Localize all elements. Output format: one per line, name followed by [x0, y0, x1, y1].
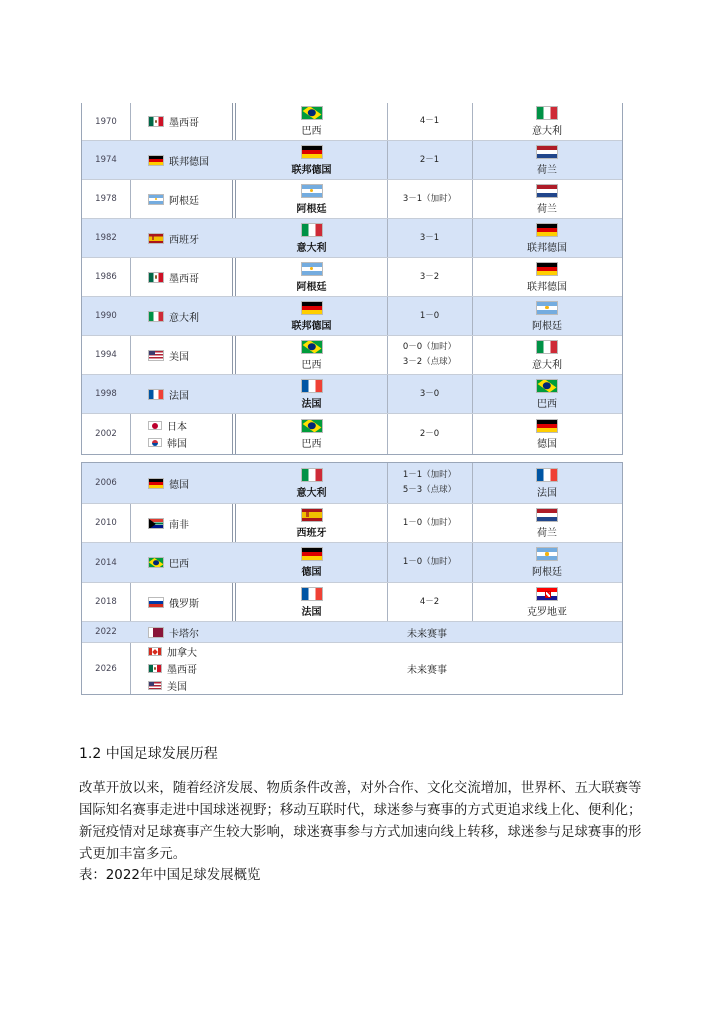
score-text: 0－0（加时） [402, 342, 457, 352]
score-text: 3－2 [419, 271, 440, 282]
runner-up-name: 阿根廷 [532, 320, 562, 332]
champion-name: 巴西 [301, 438, 322, 450]
champion-name: 法国 [301, 606, 322, 618]
host-name: 联邦德国 [169, 156, 209, 168]
host-list [148, 348, 189, 363]
usa-flag-icon [148, 350, 164, 361]
germany-flag-icon [148, 155, 164, 166]
year-cell [82, 103, 130, 140]
year-cell [82, 180, 130, 218]
score-text: 2－0 [419, 428, 440, 439]
runner-up-name: 德国 [537, 438, 557, 450]
champion-cell [236, 219, 387, 257]
score-cell [387, 297, 472, 335]
year-text: 2002 [95, 429, 117, 439]
mexico-flag-icon [148, 664, 162, 673]
argentina-flag-icon [148, 194, 164, 205]
host-line [148, 309, 199, 324]
table-section-2 [81, 462, 623, 695]
host-cell [130, 375, 232, 413]
year-cell [82, 414, 130, 454]
host-list [148, 270, 199, 285]
runner-up-cell [472, 297, 622, 335]
score-text: 4－2 [419, 596, 440, 607]
champion-cell [236, 543, 387, 582]
section-paragraph: 改革开放以来，随着经济发展、物质条件改善，对外合作、文化交流增加，世界杯、五大联赛等国际知名赛事走进中国球迷视野；移动互联时代，球迷参与赛事的方式更追求线上化、便利化；新冠疫情对足球赛事产生较大影响，球迷赛事参与方式加速向线上转移，球迷参与足球赛事的形式更加丰富多元。 [79, 781, 642, 862]
argentina-flag-icon [536, 547, 558, 561]
italy-flag-icon [536, 340, 558, 354]
future-event-text: 未来赛事 [407, 628, 447, 640]
champion-cell [236, 504, 387, 542]
score-text: 1－1（加时） [402, 470, 457, 480]
italy-flag-icon [148, 311, 164, 322]
host-line [148, 661, 197, 676]
host-cell [130, 219, 232, 257]
score-text: 3－1 [419, 232, 440, 243]
table-row [82, 374, 622, 413]
score-text: 4－1 [419, 116, 440, 126]
argentina-flag-icon [301, 184, 323, 198]
host-name: 日本 [167, 422, 187, 433]
france-flag-icon [148, 389, 164, 400]
year-cell [82, 297, 130, 335]
score-text: 5－3（点球） [402, 485, 457, 495]
runner-up-name: 荷兰 [537, 164, 557, 176]
host-line [148, 192, 199, 207]
year-text: 1994 [95, 350, 117, 360]
year-cell [82, 219, 130, 257]
champion-cell [236, 103, 387, 140]
host-name: 墨西哥 [169, 118, 199, 129]
year-text: 1978 [95, 194, 117, 204]
year-cell [82, 643, 130, 694]
host-line [148, 418, 187, 433]
italy-flag-icon [536, 106, 558, 120]
host-cell [130, 543, 232, 582]
score-text: 1－0（加时） [402, 557, 457, 567]
host-cell [130, 103, 232, 140]
usa-flag-icon [148, 681, 162, 690]
host-cell [130, 414, 232, 454]
year-text: 2006 [95, 478, 117, 488]
host-list [148, 387, 189, 402]
table-row [82, 463, 622, 503]
host-name: 卡塔尔 [169, 628, 199, 640]
score-text: 2－1 [419, 154, 440, 165]
host-line [148, 114, 199, 129]
table-row [82, 542, 622, 582]
argentina-flag-icon [301, 262, 323, 276]
host-name: 巴西 [169, 559, 189, 570]
host-line [148, 644, 197, 659]
champion-cell [236, 463, 387, 503]
score-cell [387, 414, 472, 454]
host-line [148, 435, 187, 450]
runner-up-cell [472, 504, 622, 542]
future-event-cell [232, 622, 622, 642]
france-flag-icon [301, 379, 323, 393]
champion-name: 联邦德国 [291, 320, 332, 332]
table-row [82, 335, 622, 374]
host-cell [130, 336, 232, 374]
argentina-flag-icon [536, 301, 558, 315]
score-text: 3－2（点球） [402, 357, 457, 367]
year-cell [82, 258, 130, 296]
netherlands-flag-icon [536, 184, 558, 198]
table-row [82, 621, 622, 642]
runner-up-name: 荷兰 [537, 203, 557, 215]
champion-name: 巴西 [301, 126, 322, 137]
year-cell [82, 463, 130, 503]
table-row [82, 218, 622, 257]
year-text: 1982 [95, 233, 117, 243]
year-text: 2018 [95, 597, 117, 607]
score-text: 3－1（加时） [402, 193, 457, 204]
year-text: 1990 [95, 311, 117, 321]
germany-flag-icon [301, 547, 323, 561]
table-caption: 表：2022年中国足球发展概览 [79, 868, 261, 883]
germany-flag-icon [301, 145, 323, 159]
champion-name: 法国 [301, 398, 322, 410]
runner-up-cell [472, 375, 622, 413]
score-cell [387, 103, 472, 140]
germany-flag-icon [148, 478, 164, 489]
brazil-flag-icon [301, 340, 323, 354]
italy-flag-icon [301, 468, 323, 482]
host-name: 韩国 [167, 439, 187, 450]
table-row [82, 257, 622, 296]
host-line [148, 516, 189, 531]
host-name: 法国 [169, 390, 189, 402]
runner-up-cell [472, 219, 622, 257]
score-cell [387, 375, 472, 413]
spain-flag-icon [148, 233, 164, 244]
host-name: 意大利 [169, 312, 199, 324]
score-cell [387, 258, 472, 296]
germany-flag-icon [536, 223, 558, 237]
italy-flag-icon [301, 223, 323, 237]
netherlands-flag-icon [536, 508, 558, 522]
host-name: 阿根廷 [169, 195, 199, 207]
runner-up-cell [472, 543, 622, 582]
runner-up-name: 阿根廷 [532, 567, 562, 578]
host-line [148, 555, 189, 570]
champion-cell [236, 375, 387, 413]
year-text: 1986 [95, 272, 117, 282]
table-section-1 [81, 103, 623, 455]
year-cell [82, 583, 130, 621]
host-list [148, 192, 199, 207]
runner-up-name: 联邦德国 [527, 281, 567, 293]
host-name: 美国 [167, 682, 187, 693]
host-list [148, 595, 199, 610]
table-row [82, 582, 622, 621]
germany-flag-icon [536, 419, 558, 433]
year-text: 2014 [95, 557, 117, 568]
runner-up-cell [472, 414, 622, 454]
champion-name: 阿根廷 [296, 203, 327, 215]
host-line [148, 348, 189, 363]
host-list [148, 153, 209, 168]
section-heading: 1.2 中国足球发展历程 [79, 746, 218, 762]
host-list [148, 114, 199, 129]
host-line [148, 625, 199, 640]
year-cell [82, 141, 130, 179]
host-name: 南非 [169, 519, 189, 531]
champion-cell [236, 583, 387, 621]
table-row [82, 413, 622, 454]
brazil-flag-icon [148, 557, 164, 568]
mexico-flag-icon [148, 116, 164, 127]
champion-name: 西班牙 [296, 527, 327, 539]
host-line [148, 270, 199, 285]
france-flag-icon [301, 587, 323, 601]
host-list [148, 309, 199, 324]
host-list [148, 555, 189, 570]
runner-up-name: 法国 [537, 487, 557, 499]
spain-flag-icon [301, 508, 323, 522]
runner-up-name: 意大利 [532, 126, 562, 137]
host-name: 俄罗斯 [169, 598, 199, 610]
runner-up-cell [472, 583, 622, 621]
runner-up-cell [472, 336, 622, 374]
host-list [148, 625, 199, 640]
score-cell [387, 543, 472, 582]
russia-flag-icon [148, 597, 164, 608]
year-text: 1998 [95, 389, 117, 399]
year-cell [82, 543, 130, 582]
year-cell [82, 504, 130, 542]
score-cell [387, 219, 472, 257]
host-line [148, 476, 189, 491]
table-row [82, 140, 622, 179]
runner-up-name: 联邦德国 [527, 242, 567, 254]
score-text: 1－0（加时） [402, 517, 457, 528]
host-line [148, 153, 209, 168]
netherlands-flag-icon [536, 145, 558, 159]
germany-flag-icon [536, 262, 558, 276]
host-cell [130, 141, 232, 179]
host-list [148, 644, 197, 693]
brazil-flag-icon [301, 419, 323, 433]
host-list [148, 476, 189, 491]
brazil-flag-icon [301, 106, 323, 120]
score-cell [387, 463, 472, 503]
runner-up-cell [472, 103, 622, 140]
champion-cell [236, 180, 387, 218]
champion-name: 阿根廷 [296, 281, 327, 293]
host-cell [130, 180, 232, 218]
score-cell [387, 336, 472, 374]
runner-up-cell [472, 141, 622, 179]
champion-cell [236, 414, 387, 454]
table-row [82, 103, 622, 140]
host-list [148, 516, 189, 531]
year-text: 2010 [95, 518, 117, 528]
host-name: 加拿大 [167, 648, 197, 659]
host-list [148, 231, 199, 246]
year-text: 1974 [95, 155, 117, 165]
host-cell [130, 504, 232, 542]
host-name: 西班牙 [169, 234, 199, 246]
host-name: 美国 [169, 351, 189, 363]
runner-up-cell [472, 180, 622, 218]
host-name: 德国 [169, 479, 189, 491]
brazil-flag-icon [536, 379, 558, 393]
year-cell [82, 336, 130, 374]
runner-up-name: 克罗地亚 [527, 606, 567, 618]
south-africa-flag-icon [148, 518, 164, 529]
host-cell [130, 643, 232, 694]
score-text: 1－0 [419, 310, 440, 321]
champion-cell [236, 141, 387, 179]
score-cell [387, 504, 472, 542]
champion-name: 意大利 [296, 242, 327, 254]
champion-name: 德国 [301, 567, 322, 578]
year-text: 2022 [95, 627, 117, 637]
champion-name: 联邦德国 [291, 164, 332, 176]
runner-up-name: 意大利 [532, 359, 562, 371]
germany-flag-icon [301, 301, 323, 315]
host-line [148, 387, 189, 402]
runner-up-name: 巴西 [537, 398, 557, 410]
year-text: 2026 [95, 663, 117, 674]
host-cell [130, 463, 232, 503]
host-cell [130, 297, 232, 335]
croatia-flag-icon [536, 587, 558, 601]
future-event-cell [232, 643, 622, 694]
champion-cell [236, 258, 387, 296]
score-text: 3－0 [419, 388, 440, 399]
runner-up-cell [472, 463, 622, 503]
qatar-flag-icon [148, 627, 164, 638]
runner-up-name: 荷兰 [537, 527, 557, 539]
table-row [82, 179, 622, 218]
table-row [82, 296, 622, 335]
runner-up-cell [472, 258, 622, 296]
host-cell [130, 583, 232, 621]
host-line [148, 678, 197, 693]
champion-cell [236, 297, 387, 335]
champion-cell [236, 336, 387, 374]
host-cell [130, 622, 232, 642]
host-cell [130, 258, 232, 296]
year-cell [82, 622, 130, 642]
france-flag-icon [536, 468, 558, 482]
host-line [148, 231, 199, 246]
year-cell [82, 375, 130, 413]
champion-name: 意大利 [296, 487, 327, 499]
japan-flag-icon [148, 421, 162, 430]
future-event-text: 未来赛事 [407, 665, 447, 676]
host-name: 墨西哥 [169, 273, 199, 285]
korea-flag-icon [148, 438, 162, 447]
host-name: 墨西哥 [167, 665, 197, 676]
table-row [82, 503, 622, 542]
mexico-flag-icon [148, 272, 164, 283]
score-cell [387, 180, 472, 218]
year-text: 1970 [95, 116, 117, 127]
score-cell [387, 583, 472, 621]
champion-name: 巴西 [301, 359, 322, 371]
host-line [148, 595, 199, 610]
host-list [148, 418, 187, 450]
score-cell [387, 141, 472, 179]
canada-flag-icon [148, 647, 162, 656]
table-row [82, 642, 622, 694]
world-cup-table [81, 103, 621, 695]
